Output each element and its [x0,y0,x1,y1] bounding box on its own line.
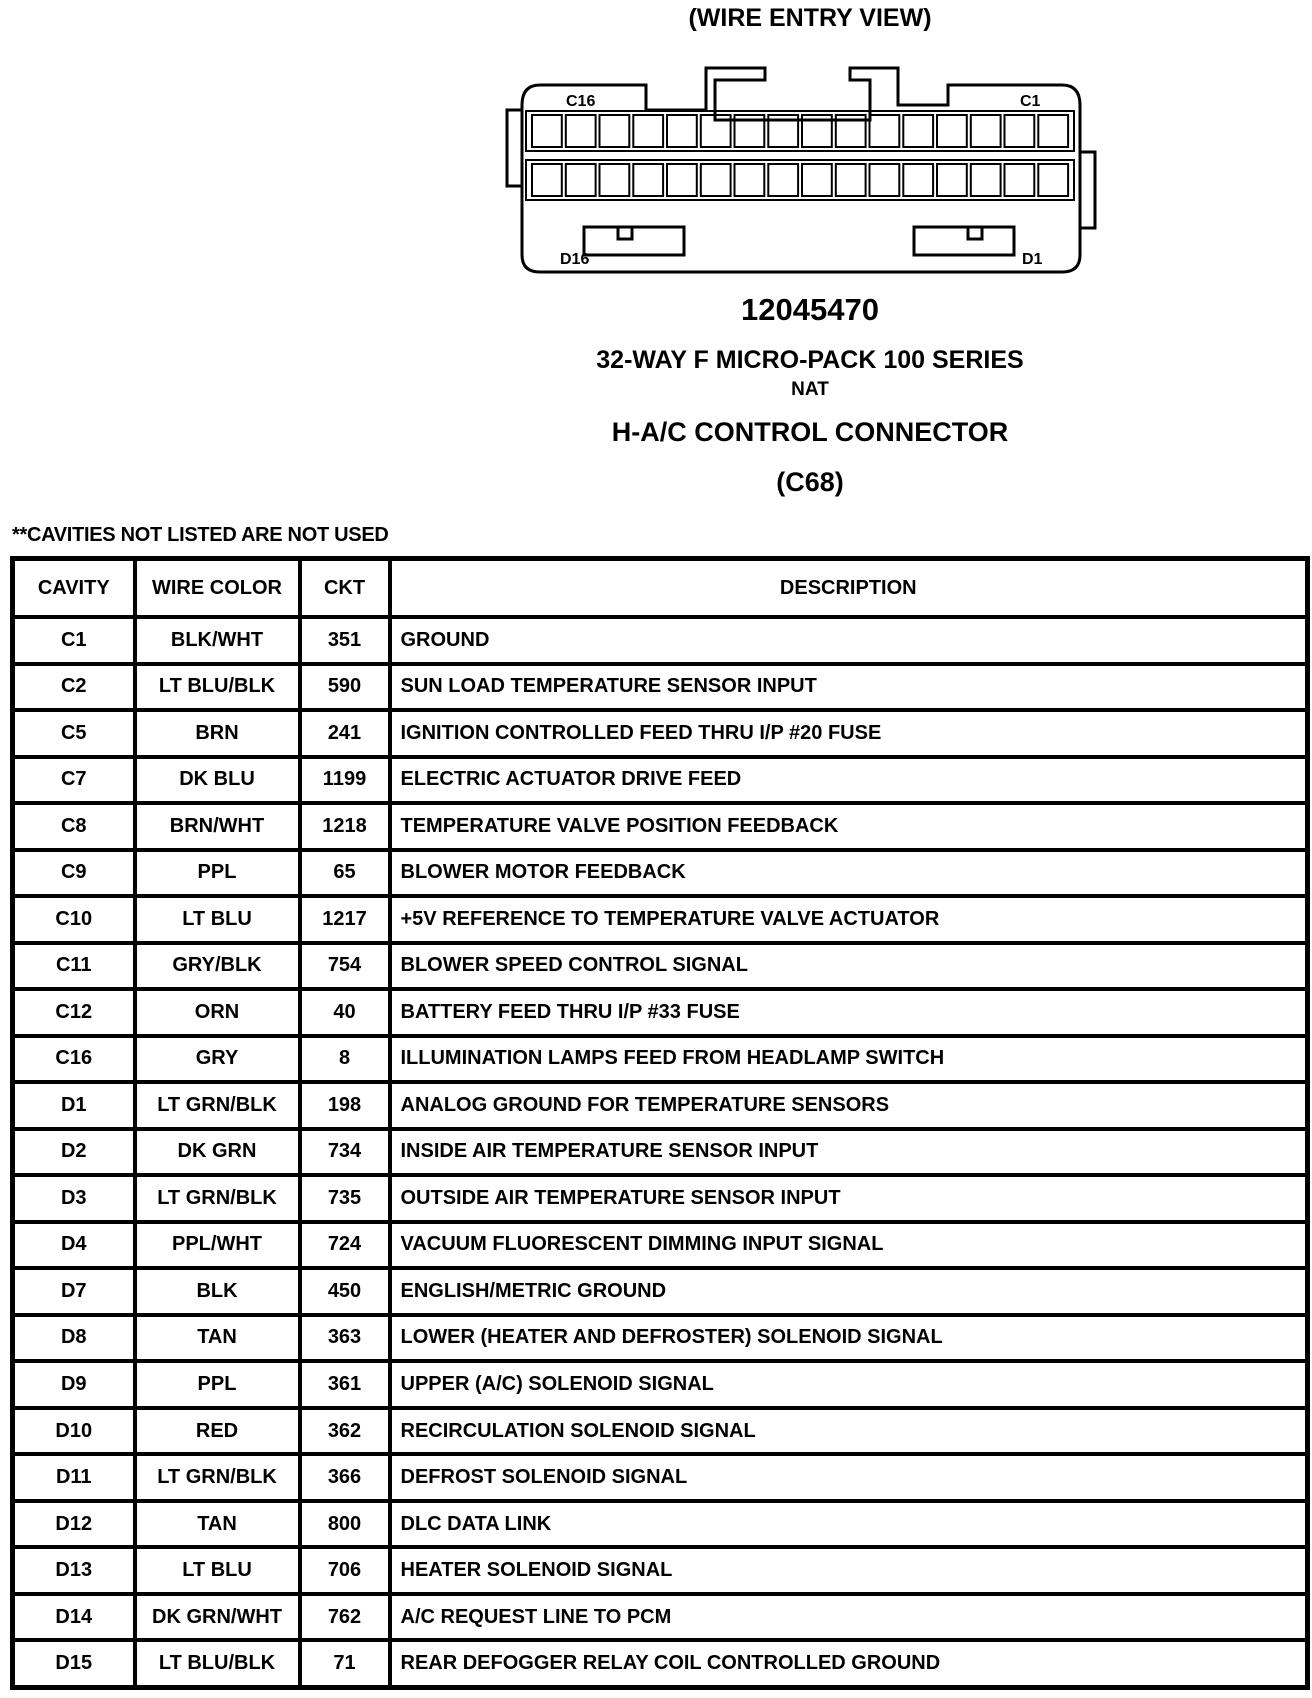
connector-name: H-A/C CONTROL CONNECTOR [611,417,1009,447]
cell-wire-color: TAN [135,1315,300,1362]
cell-wire-color: BLK/WHT [135,617,300,664]
cell-description: LOWER (HEATER AND DEFROSTER) SOLENOID SIGNAL [390,1315,1308,1362]
cell-ckt: 362 [300,1408,390,1455]
cell-description: IGNITION CONTROLLED FEED THRU I/P #20 FUSE [390,710,1308,757]
cell-cavity: C10 [13,896,135,943]
table-row [13,1501,1308,1548]
header-wire-color: WIRE COLOR [135,559,300,618]
cell-ckt: 724 [300,1222,390,1269]
cell-wire-color: LT GRN/BLK [135,1175,300,1222]
cell-ckt: 762 [300,1594,390,1641]
cell-cavity: C5 [13,710,135,757]
part-number: 12045470 [741,292,879,327]
cavity [735,164,765,196]
cell-cavity: D14 [13,1594,135,1641]
cell-description: TEMPERATURE VALVE POSITION FEEDBACK [390,803,1308,850]
cavity-grid [526,111,1074,200]
cavity [870,115,900,147]
cell-cavity: C11 [13,943,135,990]
cavity [566,164,596,196]
cell-ckt: 40 [300,989,390,1036]
cavity [937,164,967,196]
table-header-row [13,559,1308,618]
cell-wire-color: BRN [135,710,300,757]
cell-description: A/C REQUEST LINE TO PCM [390,1594,1308,1641]
cell-cavity: D15 [13,1640,135,1687]
cell-description: ANALOG GROUND FOR TEMPERATURE SENSORS [390,1082,1308,1129]
cell-description: INSIDE AIR TEMPERATURE SENSOR INPUT [390,1129,1308,1176]
view-label: (WIRE ENTRY VIEW) [688,4,932,32]
cell-ckt: 450 [300,1268,390,1315]
label-c16: C16 [566,93,596,110]
cell-wire-color: BRN/WHT [135,803,300,850]
cell-cavity: D11 [13,1454,135,1501]
cell-cavity: C16 [13,1036,135,1083]
cell-wire-color: ORN [135,989,300,1036]
cell-cavity: D9 [13,1361,135,1408]
cavity [600,164,630,196]
cell-description: REAR DEFOGGER RELAY COIL CONTROLLED GROUND [390,1640,1308,1687]
cell-ckt: 800 [300,1501,390,1548]
cell-ckt: 1199 [300,757,390,804]
table-row [13,664,1308,711]
cavity [633,164,663,196]
cell-cavity: D13 [13,1547,135,1594]
label-c1: C1 [1020,93,1041,110]
cell-cavity: C1 [13,617,135,664]
table-row [13,617,1308,664]
cell-description: BLOWER SPEED CONTROL SIGNAL [390,943,1308,990]
cavity [836,164,866,196]
table-row [13,1547,1308,1594]
cavity-row-frame [526,111,1074,151]
cavity [1038,115,1068,147]
connector-series: 32-WAY F MICRO-PACK 100 SERIES [596,346,1024,374]
cell-wire-color: GRY/BLK [135,943,300,990]
table-row [13,1129,1308,1176]
cell-ckt: 65 [300,850,390,897]
cell-cavity: D7 [13,1268,135,1315]
cell-ckt: 706 [300,1547,390,1594]
header-ckt: CKT [300,559,390,618]
cell-description: ELECTRIC ACTUATOR DRIVE FEED [390,757,1308,804]
cell-ckt: 366 [300,1454,390,1501]
cavity [870,164,900,196]
cell-wire-color: GRY [135,1036,300,1083]
cavity [532,115,562,147]
cell-ckt: 361 [300,1361,390,1408]
cell-ckt: 734 [300,1129,390,1176]
cell-ckt: 1218 [300,803,390,850]
cell-cavity: C7 [13,757,135,804]
cell-wire-color: LT BLU [135,1547,300,1594]
cell-description: +5V REFERENCE TO TEMPERATURE VALVE ACTUATOR [390,896,1308,943]
cell-wire-color: PPL [135,850,300,897]
table-row [13,1036,1308,1083]
cell-ckt: 735 [300,1175,390,1222]
cell-description: UPPER (A/C) SOLENOID SIGNAL [390,1361,1308,1408]
table-row [13,1082,1308,1129]
cavity [971,115,1001,147]
cell-cavity: D12 [13,1501,135,1548]
cell-wire-color: DK GRN/WHT [135,1594,300,1641]
cavity-row-frame [526,160,1074,200]
cavity [667,164,697,196]
cell-wire-color: PPL/WHT [135,1222,300,1269]
cell-description: ENGLISH/METRIC GROUND [390,1268,1308,1315]
label-d16: D16 [560,251,590,268]
cavity [802,164,832,196]
table-row [13,1408,1308,1455]
table-row [13,710,1308,757]
label-d1: D1 [1022,251,1043,268]
connector-id: (C68) [776,467,844,497]
cell-wire-color: RED [135,1408,300,1455]
cell-cavity: C2 [13,664,135,711]
table-row [13,803,1308,850]
cell-wire-color: PPL [135,1361,300,1408]
cell-description: RECIRCULATION SOLENOID SIGNAL [390,1408,1308,1455]
cell-cavity: D4 [13,1222,135,1269]
table-row [13,1315,1308,1362]
cell-description: GROUND [390,617,1308,664]
cell-ckt: 241 [300,710,390,757]
cell-wire-color: TAN [135,1501,300,1548]
cell-wire-color: LT BLU/BLK [135,664,300,711]
cell-ckt: 8 [300,1036,390,1083]
cavity [600,115,630,147]
cell-cavity: D8 [13,1315,135,1362]
cell-cavity: C9 [13,850,135,897]
cavity [768,164,798,196]
table-row [13,1222,1308,1269]
table-row [13,1361,1308,1408]
header-cavity: CAVITY [13,559,135,618]
cavity [532,164,562,196]
cell-ckt: 363 [300,1315,390,1362]
cell-description: ILLUMINATION LAMPS FEED FROM HEADLAMP SWITCH [390,1036,1308,1083]
cell-description: HEATER SOLENOID SIGNAL [390,1547,1308,1594]
cell-description: OUTSIDE AIR TEMPERATURE SENSOR INPUT [390,1175,1308,1222]
cell-ckt: 71 [300,1640,390,1687]
cavity [903,115,933,147]
pinout-table [10,556,1310,1690]
cavity [667,115,697,147]
cell-cavity: D2 [13,1129,135,1176]
cell-ckt: 198 [300,1082,390,1129]
header-description: DESCRIPTION [390,559,1308,618]
cell-wire-color: LT GRN/BLK [135,1082,300,1129]
cell-ckt: 754 [300,943,390,990]
table-row [13,1454,1308,1501]
cell-wire-color: LT BLU/BLK [135,1640,300,1687]
cell-ckt: 1217 [300,896,390,943]
cavities-note: **CAVITIES NOT LISTED ARE NOT USED [12,524,389,546]
cell-description: BATTERY FEED THRU I/P #33 FUSE [390,989,1308,1036]
cell-cavity: D10 [13,1408,135,1455]
cell-ckt: 590 [300,664,390,711]
cell-wire-color: DK BLU [135,757,300,804]
table-row [13,850,1308,897]
cell-cavity: C8 [13,803,135,850]
cavity [566,115,596,147]
cell-wire-color: LT GRN/BLK [135,1454,300,1501]
table-row [13,943,1308,990]
table-row [13,1640,1308,1687]
cavity [1038,164,1068,196]
cavity [701,164,731,196]
cavity [937,115,967,147]
cell-ckt: 351 [300,617,390,664]
cell-wire-color: BLK [135,1268,300,1315]
table-row [13,1268,1308,1315]
table-row [13,1594,1308,1641]
connector-seal: NAT [791,379,829,400]
table-row [13,896,1308,943]
cavity [971,164,1001,196]
cell-cavity: C12 [13,989,135,1036]
cavity [903,164,933,196]
cell-description: BLOWER MOTOR FEEDBACK [390,850,1308,897]
cell-description: DEFROST SOLENOID SIGNAL [390,1454,1308,1501]
table-row [13,757,1308,804]
cell-description: SUN LOAD TEMPERATURE SENSOR INPUT [390,664,1308,711]
cavity [1005,164,1035,196]
connector-diagram [500,60,1100,280]
cell-cavity: D3 [13,1175,135,1222]
table-row [13,989,1308,1036]
cell-cavity: D1 [13,1082,135,1129]
cell-description: DLC DATA LINK [390,1501,1308,1548]
cavity [633,115,663,147]
cell-wire-color: LT BLU [135,896,300,943]
cavity [1005,115,1035,147]
cell-wire-color: DK GRN [135,1129,300,1176]
cell-description: VACUUM FLUORESCENT DIMMING INPUT SIGNAL [390,1222,1308,1269]
table-row [13,1175,1308,1222]
